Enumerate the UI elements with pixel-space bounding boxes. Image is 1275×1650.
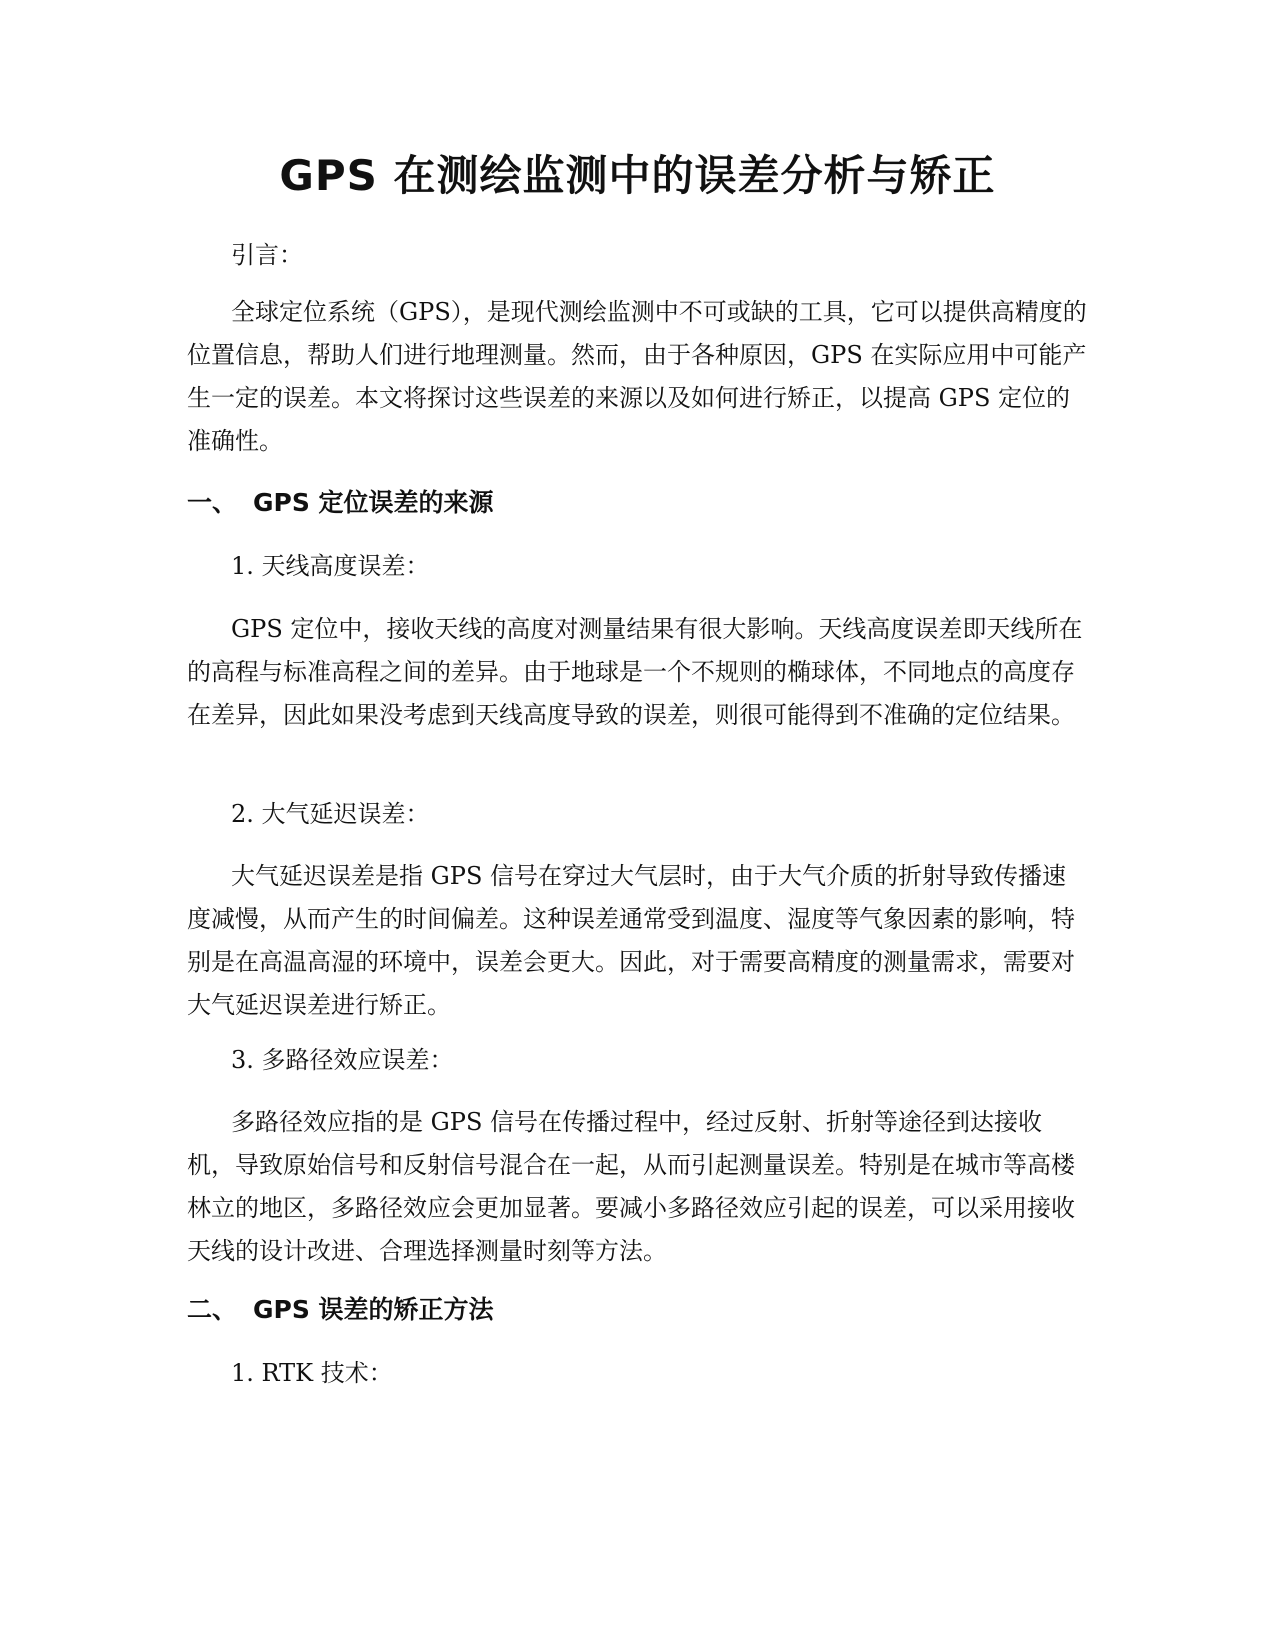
section-title: GPS 误差的矫正方法	[253, 1295, 494, 1324]
document-title: GPS 在测绘监测中的误差分析与矫正	[279, 151, 996, 200]
subsection-label: 1. RTK 技术：	[231, 1359, 393, 1387]
section-heading-2	[187, 1292, 1087, 1328]
subsection-label: 1. 天线高度误差：	[231, 552, 430, 580]
intro-label: 引言：	[231, 241, 303, 269]
body-paragraph: GPS 定位中，接收天线的高度对测量结果有很大影响。天线高度误差即天线所在的高程与标准高程之间的差异。由于地球是一个不规则的椭球体，不同地点的高度存在差异，因此如果没考虑到天线高度导致的误差，则很可能得到不准确的定位结果。	[187, 615, 1083, 729]
section-number: 二、	[187, 1295, 238, 1324]
subsection-label: 3. 多路径效应误差：	[231, 1046, 454, 1074]
section-number: 一、	[187, 488, 238, 517]
body-paragraph: 多路径效应指的是 GPS 信号在传播过程中，经过反射、折射等途径到达接收机，导致原始信号和反射信号混合在一起，从而引起测量误差。特别是在城市等高楼林立的地区，多路径效应会更加显著。要减小多路径效应引起的误差，可以采用接收天线的设计改进、合理选择测量时刻等方法。	[187, 1108, 1075, 1265]
section-title: GPS 定位误差的来源	[253, 488, 494, 517]
body-paragraph: 大气延迟误差是指 GPS 信号在穿过大气层时，由于大气介质的折射导致传播速度减慢，从而产生的时间偏差。这种误差通常受到温度、湿度等气象因素的影响，特别是在高温高湿的环境中，误差会更大。因此，对于需要高精度的测量需求，需要对大气延迟误差进行矫正。	[187, 862, 1075, 1019]
section-heading-1	[187, 485, 1087, 521]
subsection-label: 2. 大气延迟误差：	[231, 800, 430, 828]
intro-paragraph: 全球定位系统（GPS），是现代测绘监测中不可或缺的工具，它可以提供高精度的位置信息，帮助人们进行地理测量。然而，由于各种原因，GPS 在实际应用中可能产生一定的误差。本文将探讨这些误差的来源以及如何进行矫正，以提高 GPS 定位的准确性。	[187, 298, 1087, 455]
